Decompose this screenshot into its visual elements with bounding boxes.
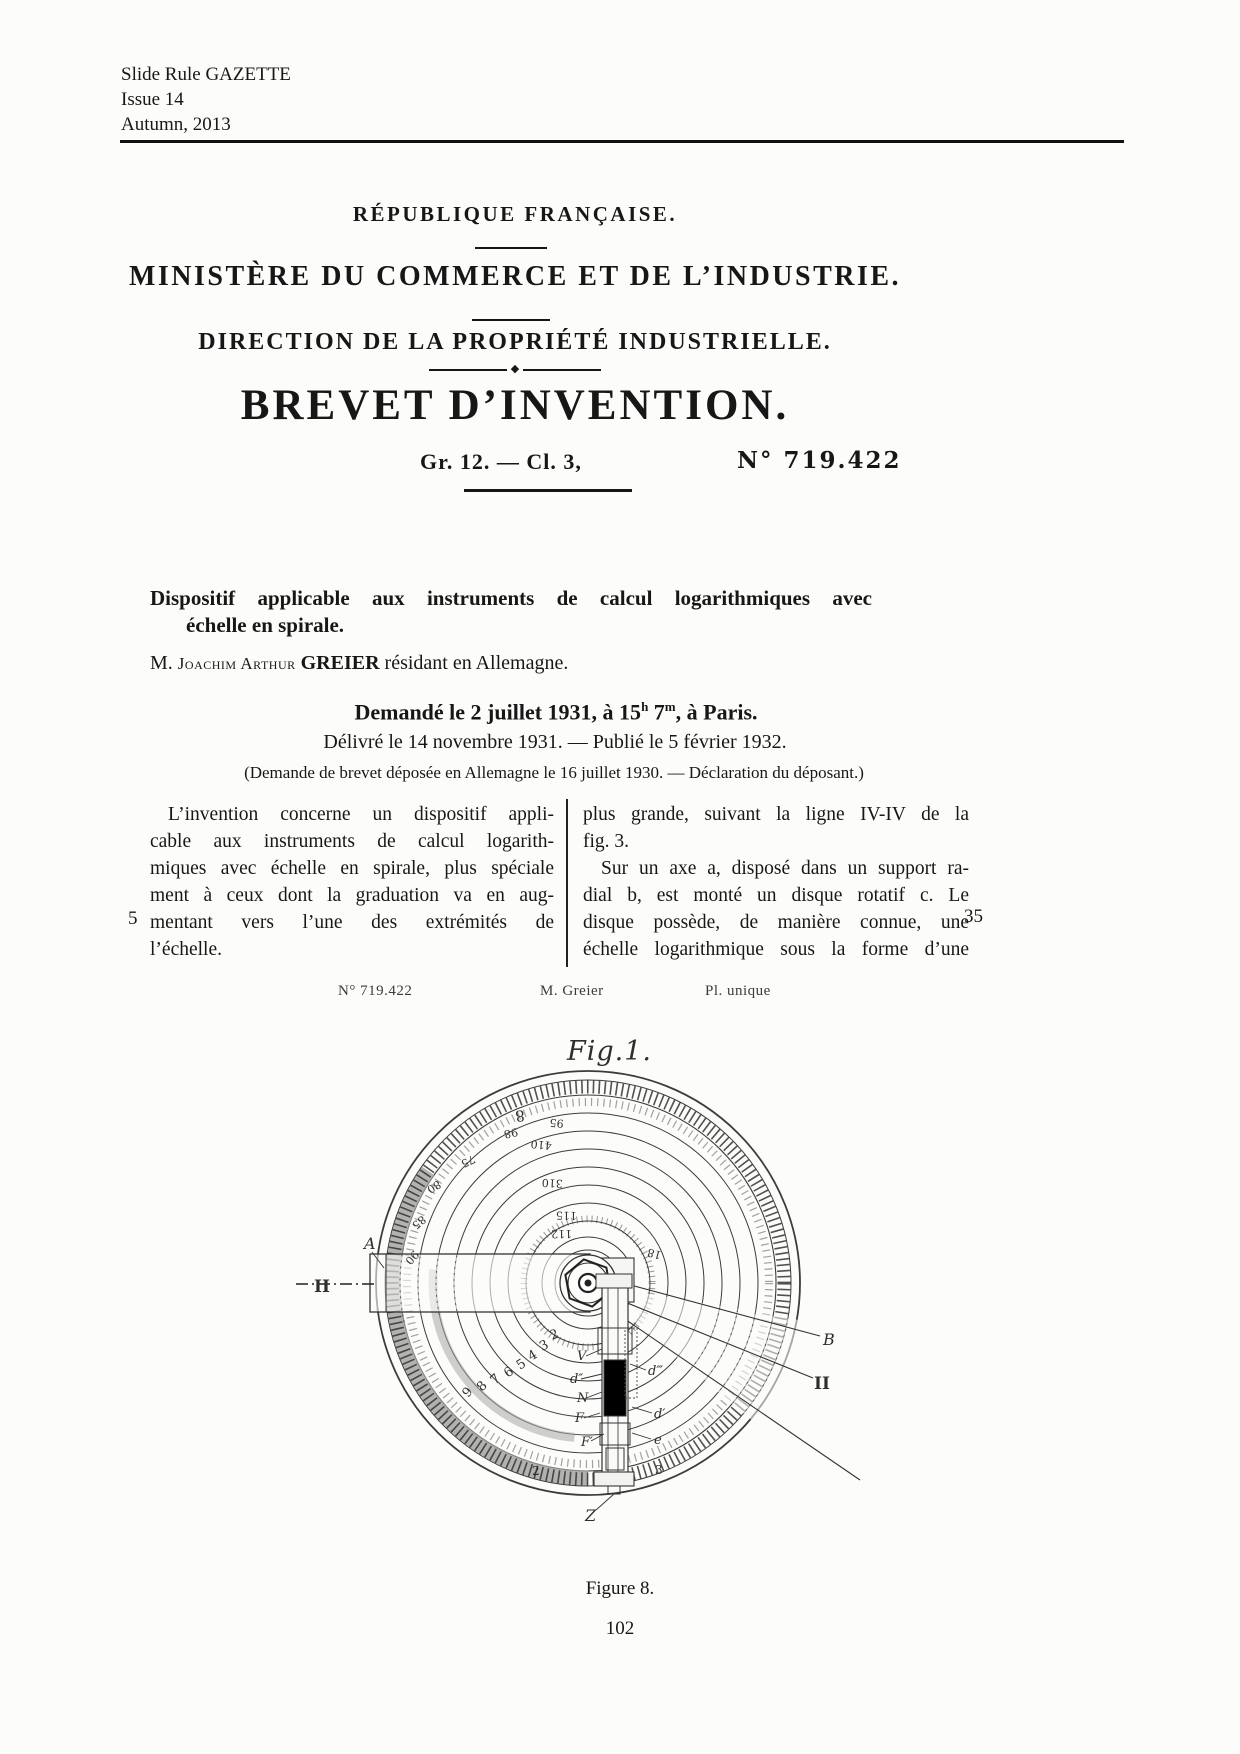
inventor-residence: résidant en Allemagne. [384, 652, 569, 674]
filed-location: , à Paris. [675, 699, 758, 725]
direction-heading: DIRECTION DE LA PROPRIÉTÉ INDUSTRIELLE. [198, 329, 832, 355]
body-line: fig. 3. [583, 831, 630, 852]
body-line: échelle logarithmique sous la forme d’une [583, 939, 969, 960]
body-line: mentant vers l’une des extrémités de [150, 912, 554, 933]
body-line: dial b, est monté un disque rotatif c. Le [583, 885, 969, 906]
scale-number: 115 [555, 1208, 578, 1222]
body-line: l’échelle. [150, 939, 222, 960]
body-line: miques avec échelle en spirale, plus spéciale [150, 858, 554, 879]
journal-title: Slide Rule GAZETTE [121, 64, 291, 85]
page-number: 102 [605, 1618, 635, 1639]
label-section-II-right: II [814, 1374, 830, 1394]
plate-author: M. Greier [540, 983, 604, 999]
label-part-d3: d‴ [648, 1364, 664, 1379]
label-part-V: V [577, 1349, 587, 1364]
divider-rule-3 [464, 489, 632, 492]
journal-header [121, 62, 291, 137]
figure-drawing [280, 1028, 900, 1570]
scale-number: 2 [532, 1464, 540, 1478]
scale-number: 90 [402, 1247, 422, 1268]
patent-number: N° 719.422 [737, 447, 902, 474]
invention-title-line1: Dispositif applicable aux instruments de calcul logarithmiques avec [150, 586, 872, 610]
scale-number: 80 [424, 1177, 444, 1196]
scale-number: 75 [459, 1152, 478, 1170]
scale-number: 98 [502, 1125, 520, 1141]
wedge-sector [588, 1280, 900, 1495]
body-line: Sur un axe a, disposé dans un support ra- [601, 858, 969, 879]
spiral-digit: 5 [513, 1356, 530, 1374]
republic-heading: RÉPUBLIQUE FRANÇAISE. [352, 202, 678, 226]
label-disc-B: B [823, 1330, 835, 1349]
ministry-heading: MINISTÈRE DU COMMERCE ET DE L’INDUSTRIE. [128, 261, 902, 292]
fig-label: Fig.1. [567, 1036, 652, 1067]
label-part-F1: F′ [581, 1435, 593, 1450]
filed-line [0, 699, 1112, 725]
scale-number: 112 [550, 1227, 573, 1241]
label-part-F: F [575, 1411, 585, 1426]
patent-type-heading: BREVET D’INVENTION. [240, 382, 790, 429]
ornament-line-left [429, 369, 507, 371]
filed-sup-h: h [641, 699, 649, 714]
ornament-divider [410, 364, 620, 375]
inventor-line [150, 652, 568, 675]
body-line: disque possède, de manière connue, une [583, 912, 969, 933]
figure-container [280, 1028, 900, 1570]
deposit-note: (Demande de brevet déposée en Allemagne le 16 juillet 1930. — Déclaration du déposant.) [244, 763, 864, 782]
diamond-icon: ◆ [510, 363, 520, 375]
column-divider [566, 799, 568, 967]
spiral-digit: 9 [459, 1384, 477, 1401]
filed-minutes: 7 [653, 699, 665, 725]
inventor-prefix: M. [150, 652, 173, 674]
cursor-arm [296, 1244, 590, 1322]
delivered-line: Délivré le 14 novembre 1931. — Publié le 5 février 1932. [323, 731, 787, 753]
label-arm-A: A [364, 1234, 376, 1253]
invention-title-line2: échelle en spirale. [186, 613, 345, 637]
body-left-column [150, 801, 554, 963]
journal-season: Autumn, 2013 [121, 114, 231, 135]
scale-number: 310 [541, 1175, 564, 1190]
label-section-II-left: II [314, 1277, 330, 1297]
label-part-N: N [577, 1391, 589, 1406]
label-part-e: e [654, 1433, 662, 1448]
group-class: Gr. 12. — Cl. 3, [420, 449, 582, 474]
margin-line-number-left: 5 [128, 908, 138, 929]
scale-number: 95 [549, 1115, 565, 1130]
filed-text: Demandé le 2 juillet 1931, à 15 [354, 699, 642, 725]
label-part-d1: d′ [654, 1407, 666, 1422]
scale-number: 3 [655, 1463, 663, 1477]
body-right-column [583, 801, 969, 963]
journal-issue: Issue 14 [121, 89, 184, 110]
spiral-digit: 8 [474, 1378, 491, 1395]
margin-line-number-right: 35 [964, 906, 983, 927]
spiral-digit: 4 [525, 1347, 541, 1365]
ornament-line-right [523, 369, 601, 371]
body-line: L’invention concerne un dispositif appli- [168, 804, 554, 825]
divider-rule-2 [472, 319, 550, 321]
scale-number: 410 [530, 1137, 553, 1152]
scale-number: 85 [409, 1212, 429, 1232]
figure-caption: Figure 8. [585, 1578, 655, 1599]
spiral-digit: 6 [501, 1364, 517, 1382]
divider-rule-1 [475, 247, 547, 249]
inventor-surname: GREIER [300, 652, 380, 674]
body-line: plus grande, suivant la ligne IV-IV de la [583, 804, 969, 825]
label-part-d2: d″ [570, 1372, 584, 1387]
plate-label: Pl. unique [705, 983, 771, 999]
spiral-digit: 3 [537, 1337, 552, 1355]
scale-number: 8 [513, 1106, 526, 1126]
spiral-digit: 7 [487, 1371, 504, 1388]
spiral-digit: 2 [547, 1326, 562, 1344]
inventor-given-names: Joachim Arthur [177, 654, 296, 673]
body-line: ment à ceux dont la graduation va en aug- [150, 885, 554, 906]
scale-number: 18 [645, 1245, 663, 1262]
header-rule [120, 140, 1124, 143]
label-slider-Z: Z [585, 1506, 597, 1525]
plate-number: N° 719.422 [338, 983, 413, 999]
filed-sup-m: m [664, 699, 676, 714]
body-line: cable aux instruments de calcul logarith- [150, 831, 554, 852]
